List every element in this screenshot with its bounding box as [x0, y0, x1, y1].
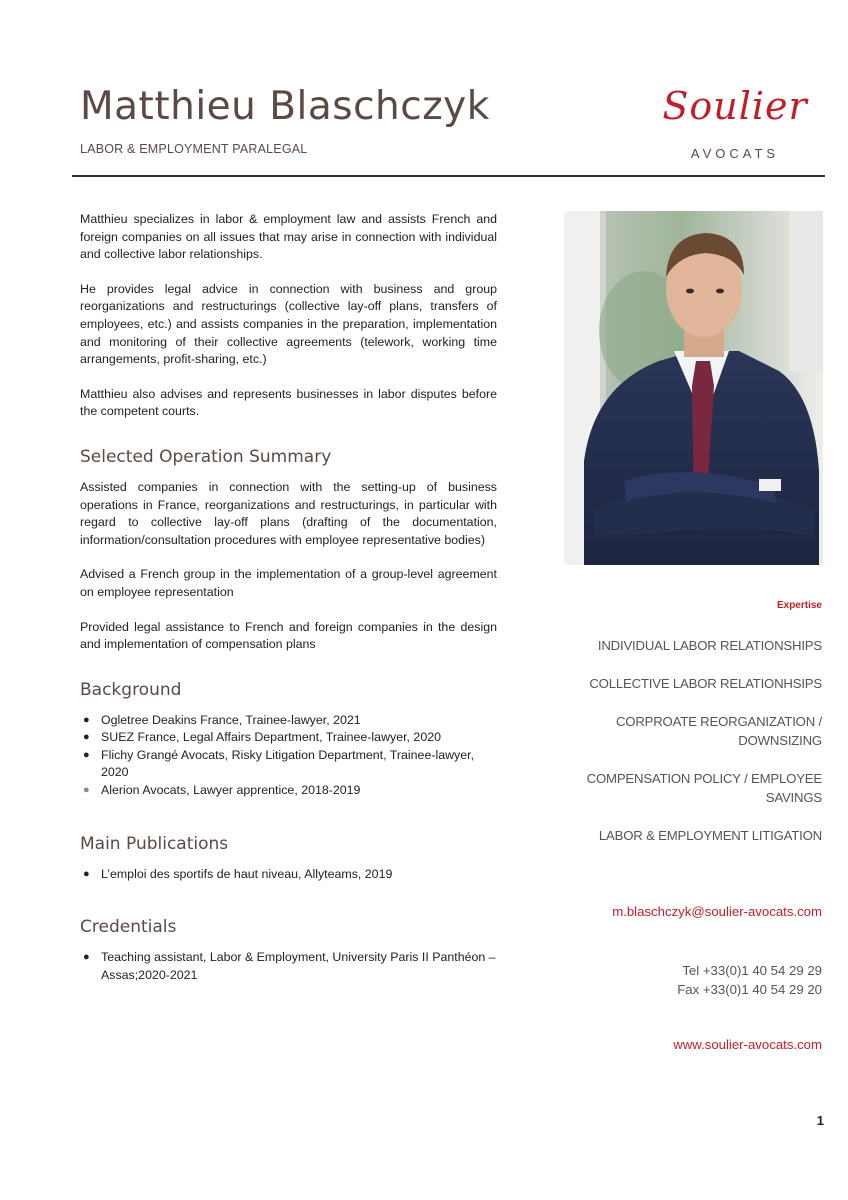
- list-item: [80, 729, 497, 747]
- intro-paragraph: Matthieu also advises and represents businesses in labor disputes before the competent courts.: [80, 386, 497, 419]
- credential-item-text: Teaching assistant, Labor & Employment, University Paris II Panthéon – Assas;2020-2021: [101, 950, 496, 982]
- bullet-icon: ●: [83, 713, 90, 726]
- credentials-heading: Credentials: [80, 917, 177, 938]
- publications-heading: Main Publications: [80, 833, 229, 854]
- background-heading: Background: [80, 679, 182, 700]
- job-title: LABOR & EMPLOYMENT PARALEGAL: [80, 142, 308, 156]
- operation-item: Assisted companies in connection with the setting-up of business operations in France, reorganizations and restructurings, in particular with regard to collective lay-off plans (drafting of the documentation, information/consultation procedures with employee representative bodies): [80, 479, 497, 547]
- publication-item-text: L’emploi des sportifs de haut niveau, Allyteams, 2019: [101, 866, 393, 881]
- intro-paragraph: Matthieu specializes in labor & employment law and assists French and foreign companies on all issues that may arise in connection with individual and collective labor relationships.: [80, 212, 497, 262]
- bullet-icon: ●: [83, 867, 90, 880]
- operation-item: Advised a French group in the implementation of a group-level agreement on employee representation: [80, 567, 497, 599]
- list-item: [80, 712, 497, 730]
- left-column: [80, 211, 497, 984]
- expertise-item: CORPROATE REORGANIZATION / DOWNSIZING: [615, 714, 822, 748]
- publications-list: [80, 866, 497, 884]
- portrait-illustration: [564, 211, 823, 565]
- phone-block: [560, 961, 822, 999]
- fax-number: Fax +33(0)1 40 54 29 20: [677, 982, 822, 997]
- background-item-text: SUEZ France, Legal Affairs Department, Trainee-lawyer, 2020: [101, 730, 441, 745]
- bullet-icon: ●: [83, 784, 90, 797]
- bullet-icon: ●: [83, 748, 90, 761]
- expertise-list: [580, 636, 822, 864]
- logo-script-text: Soulier: [662, 84, 808, 128]
- background-item-text: Alerion Avocats, Lawyer apprentice, 2018-2019: [101, 783, 361, 798]
- operations-heading: Selected Operation Summary: [80, 446, 332, 467]
- expertise-item: LABOR & EMPLOYMENT LITIGATION: [598, 828, 822, 843]
- page-number: 1: [816, 1113, 824, 1128]
- person-name: Matthieu Blaschczyk: [80, 84, 490, 129]
- credentials-list: [80, 949, 497, 984]
- background-item-text: Ogletree Deakins France, Trainee-lawyer, 2021: [101, 712, 361, 727]
- operation-item: Provided legal assistance to French and foreign companies in the design and implementation of compensation plans: [80, 619, 497, 652]
- expertise-heading: Expertise: [776, 600, 822, 611]
- list-item: [80, 782, 497, 800]
- profile-photo: [564, 211, 823, 565]
- bullet-icon: ●: [83, 731, 90, 744]
- background-item-text: Flichy Grangé Avocats, Risky Litigation Department, Trainee-lawyer, 2020: [101, 747, 475, 780]
- header-divider: [72, 175, 825, 177]
- background-list: [80, 712, 497, 800]
- expertise-item: INDIVIDUAL LABOR RELATIONSHIPS: [597, 638, 822, 653]
- list-item: [80, 747, 497, 782]
- intro-paragraph: He provides legal advice in connection with business and group reorganizations and restructurings (collective lay-off plans, transfers of employees, etc.) and assists companies in the preparation, implementation and monitoring of their collective agreements (telework, working time arrangements, profit-sharing, etc.): [80, 281, 497, 367]
- logo-subtitle: AVOCATS: [690, 146, 780, 161]
- email-link[interactable]: m.blaschczyk@soulier-avocats.com: [612, 904, 822, 919]
- telephone-number: Tel +33(0)1 40 54 29 29: [682, 963, 822, 978]
- expertise-item: COMPENSATION POLICY / EMPLOYEE SAVINGS: [586, 771, 822, 805]
- website-link[interactable]: www.soulier-avocats.com: [673, 1037, 822, 1052]
- expertise-item: COLLECTIVE LABOR RELATIONHSIPS: [589, 676, 822, 691]
- list-item: [80, 866, 497, 884]
- soulier-logo: [640, 84, 830, 170]
- bullet-icon: ●: [83, 951, 90, 964]
- list-item: [80, 949, 497, 984]
